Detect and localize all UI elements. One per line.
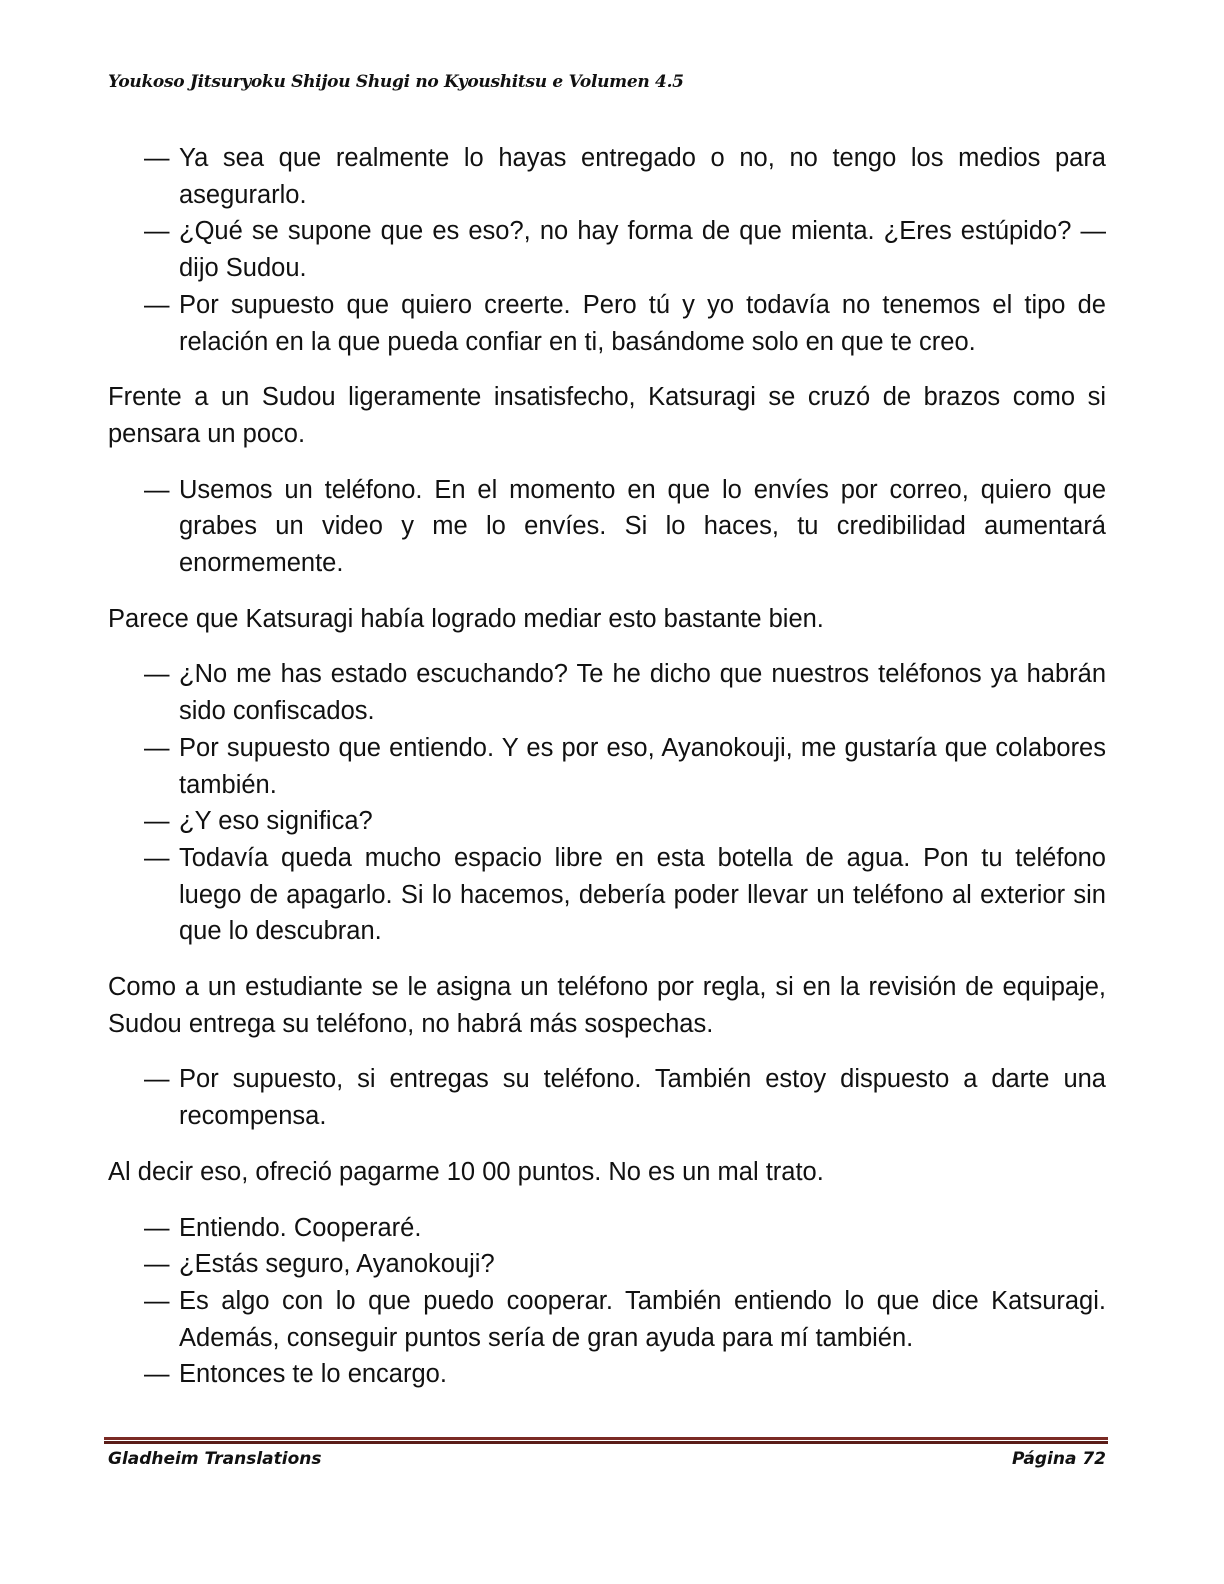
dialogue-dash: — [144, 1250, 170, 1279]
footer-divider [104, 1437, 1108, 1444]
dialogue-text: Por supuesto, si entregas su teléfono. También estoy dispuesto a darte una recompensa. [179, 1065, 1106, 1131]
dialogue-line [108, 1061, 1106, 1134]
dialogue-dash: — [144, 475, 170, 504]
dialogue-dash: — [144, 807, 170, 836]
dialogue-text: ¿Y eso significa? [179, 807, 373, 836]
dialogue-line [108, 472, 1106, 582]
dialogue-line [108, 656, 1106, 729]
dialogue-line [108, 1356, 1106, 1393]
dialogue-text: ¿No me has estado escuchando? Te he dicho que nuestros teléfonos ya habrán sido confiscados. [179, 660, 1106, 726]
footer-page-number: Página 72 [1012, 1449, 1106, 1469]
dialogue-line [108, 730, 1106, 803]
dialogue-text: ¿Qué se supone que es eso?, no hay forma de que mienta. ¿Eres estúpido? —dijo Sudou. [179, 217, 1106, 283]
dialogue-text: Por supuesto que quiero creerte. Pero tú y yo todavía no tenemos el tipo de relación en la que pueda confiar en ti, basándome solo en que te creo. [179, 290, 1106, 356]
narration-paragraph: Al decir eso, ofreció pagarme 10 00 puntos. No es un mal trato. [108, 1157, 824, 1186]
dialogue-dash: — [144, 1360, 170, 1389]
dialogue-dash: — [144, 1213, 170, 1242]
footer-divider-bottom-line [104, 1441, 1108, 1444]
dialogue-dash: — [144, 290, 170, 319]
dialogue-line [108, 1210, 1106, 1247]
dialogue-dash: — [144, 1065, 170, 1094]
dialogue-dash: — [144, 217, 170, 246]
dialogue-line [108, 140, 1106, 213]
narration-paragraph: Como a un estudiante se le asigna un teléfono por regla, si en la revisión de equipaje, Sudou entrega su teléfono, no habrá más sospechas. [108, 973, 1106, 1038]
dialogue-text: Ya sea que realmente lo hayas entregado o no, no tengo los medios para asegurarlo. [179, 144, 1106, 209]
dialogue-line [108, 803, 1106, 840]
narration-paragraph: Frente a un Sudou ligeramente insatisfecho, Katsuragi se cruzó de brazos como si pensara un poco. [108, 383, 1106, 448]
narration-paragraph: Parece que Katsuragi había logrado mediar esto bastante bien. [108, 604, 824, 633]
footer-translator: Gladheim Translations [108, 1449, 322, 1469]
dialogue-line [108, 1246, 1106, 1283]
dialogue-dash: — [144, 660, 170, 689]
dialogue-text: ¿Estás seguro, Ayanokouji? [179, 1250, 495, 1279]
dialogue-line [108, 1283, 1106, 1356]
dialogue-text: Usemos un teléfono. En el momento en que lo envíes por correo, quiero que grabes un video y me lo envíes. Si lo haces, tu credibilidad aumentará enormemente. [179, 475, 1106, 578]
dialogue-text: Es algo con lo que puedo cooperar. También entiendo lo que dice Katsuragi. Además, conseguir puntos sería de gran ayuda para mí también. [179, 1286, 1106, 1352]
dialogue-dash: — [144, 843, 170, 872]
header-title: Youkoso Jitsuryoku Shijou Shugi no Kyoushitsu e Volumen 4.5 [108, 72, 684, 92]
dialogue-text: Entiendo. Cooperaré. [179, 1213, 422, 1242]
dialogue-line [108, 287, 1106, 360]
page-content [108, 140, 1106, 1393]
dialogue-text: Entonces te lo encargo. [179, 1360, 447, 1389]
dialogue-line [108, 213, 1106, 286]
dialogue-dash: — [144, 1286, 170, 1315]
dialogue-line [108, 840, 1106, 950]
dialogue-text: Por supuesto que entiendo. Y es por eso, Ayanokouji, me gustaría que colabores también. [179, 733, 1106, 799]
dialogue-text: Todavía queda mucho espacio libre en esta botella de agua. Pon tu teléfono luego de apagarlo. Si lo hacemos, debería poder llevar un teléfono al exterior sin que lo descubran. [179, 843, 1106, 946]
dialogue-dash: — [144, 733, 170, 762]
dialogue-dash: — [144, 144, 170, 172]
